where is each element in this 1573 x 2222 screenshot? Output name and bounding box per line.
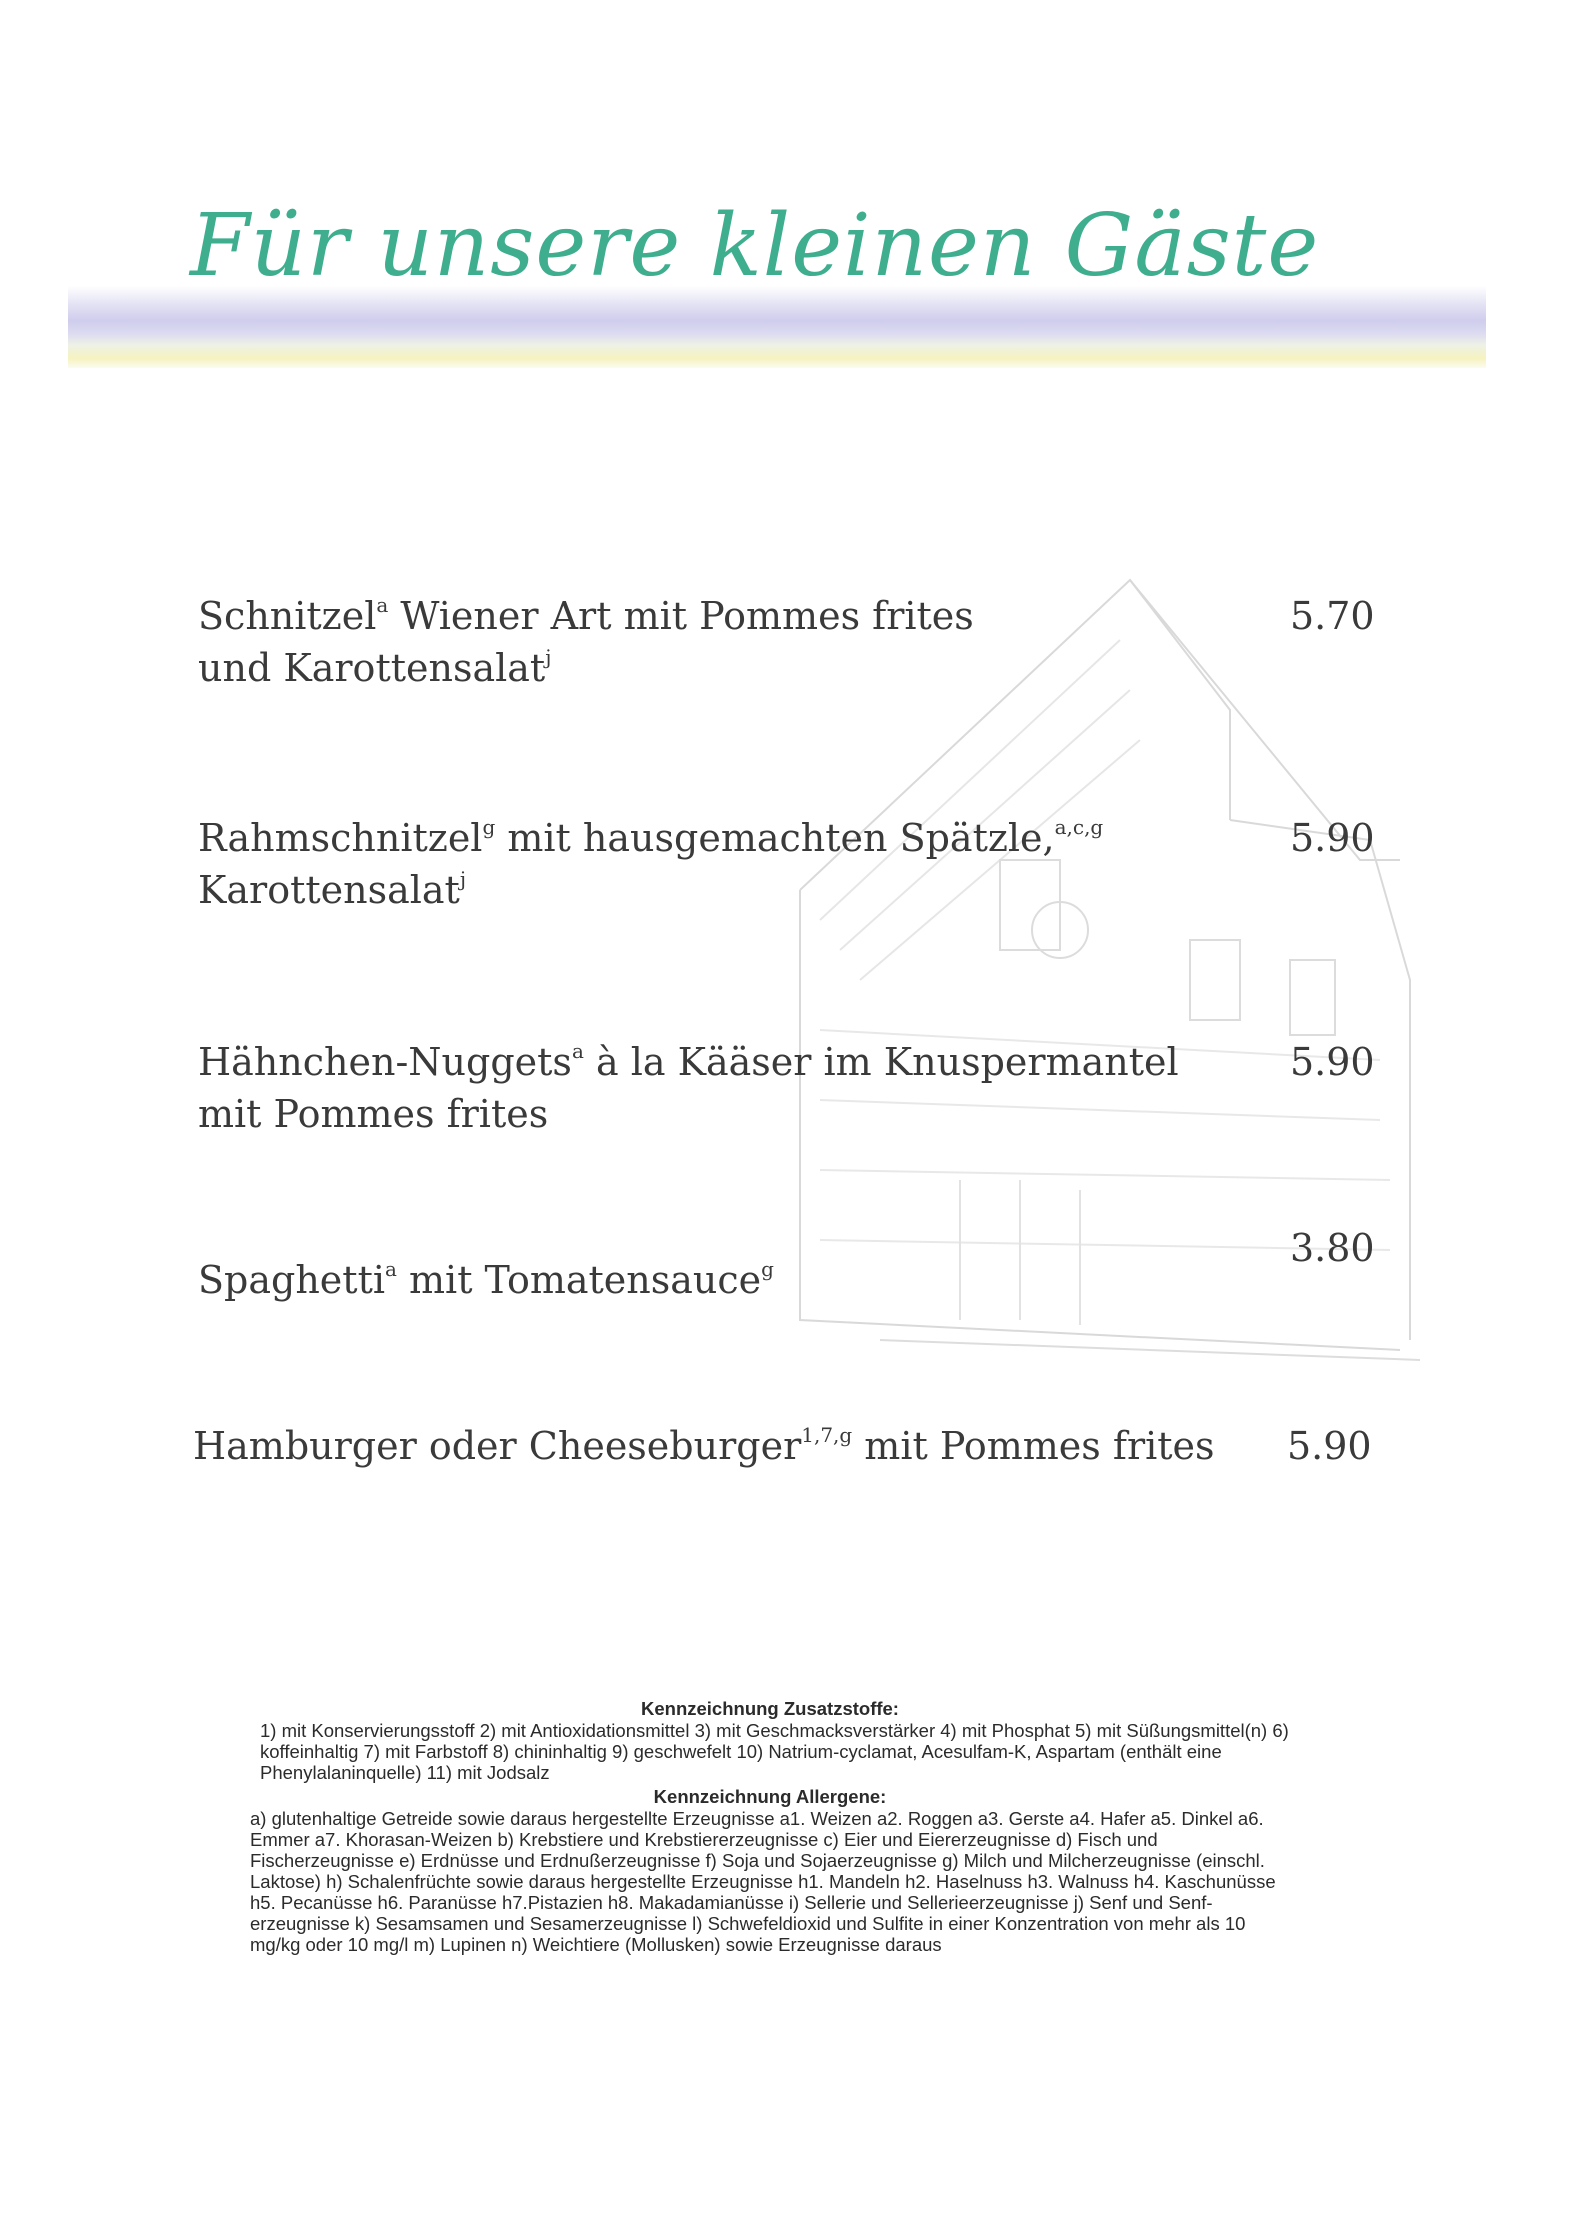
allergens-heading: Kennzeichnung Allergene: xyxy=(653,1786,887,1807)
allergens-text: a) glutenhaltige Getreide sowie daraus hergestellte Erzeugnisse a1. Weizen a2. Roggen a3. Gerste a4. Hafer a5. Dinkel a6. Emmer a7. Khorasan-Weizen b) Krebstiere und Krebstiererzeugnisse c) Eier und Eiererzeugnisse d) Fisch und Fischerzeugnisse e) Erdnüsse und Erdnußerzeugnisse f) Soja und Sojaerzeugnisse g) Milch und Milcherzeugnisse (einschl. Laktose) h) Schalenfrüchte sowie daraus hergestellte Erzeugnisse h1. Mandeln h2. Haselnuss h3. Walnuss h4. Kaschunüsse h5. Pecanüsse h6. Paranüsse h7.Pistazien h8. Makadamianüsse i) Sellerie und Sellerieerzeugnisse j) Senf und Senf-erzeugnisse k) Sesamsamen und Sesamerzeugnisse l) Schwefeldioxid und Sulfite in einer Konzentration von mehr als 10 mg/kg oder 10 mg/l m) Lupinen n) Weichtiere (Mollusken) sowie Erzeugnisse daraus xyxy=(250,1808,1276,1955)
menu-price-schnitzel: 5.70 xyxy=(1290,594,1375,638)
legend xyxy=(250,1697,1290,1957)
menu-price-nuggets: 5.90 xyxy=(1290,1040,1375,1084)
title-banner xyxy=(68,286,1486,368)
menu-price-spaghetti: 3.80 xyxy=(1290,1226,1375,1270)
additives-heading: Kennzeichnung Zusatzstoffe: xyxy=(641,1698,899,1719)
menu-item-nuggets: Hähnchen-Nuggets$^a$ à la Kääser im Knuspermantel mit Pommes frites xyxy=(198,1039,1179,1136)
menu-item-rahmschnitzel: Rahmschnitzel$^g$ mit hausgemachten Spätzle,$^{a,c,g}$ Karottensalat$^j$ xyxy=(198,815,1104,912)
menu-item-spaghetti: Spaghetti$^a$ mit Tomatensauce$^g$ xyxy=(198,1257,774,1302)
menu-price-rahmschnitzel: 5.90 xyxy=(1290,816,1375,860)
menu-item-schnitzel: Schnitzel$^a$ Wiener Art mit Pommes frites und Karottensalat$^j$ xyxy=(198,593,974,690)
menu-item-burger: Hamburger oder Cheeseburger$^{1,7,g}$ mit Pommes frites xyxy=(193,1423,1215,1468)
additives-text: 1) mit Konservierungsstoff 2) mit Antioxidationsmittel 3) mit Geschmacksverstärker 4) mit Phosphat 5) mit Süßungsmittel(n) 6) koffeinhaltig 7) mit Farbstoff 8) chininhaltig 9) geschwefelt 10) Natrium-cyclamat, Acesulfam-K, Aspartam (enthält eine Phenylalaninquelle) 11) mit Jodsalz xyxy=(260,1720,1289,1783)
menu-price-burger: 5.90 xyxy=(1287,1424,1372,1468)
page-title: Für unsere kleinen Gäste xyxy=(190,196,1320,296)
